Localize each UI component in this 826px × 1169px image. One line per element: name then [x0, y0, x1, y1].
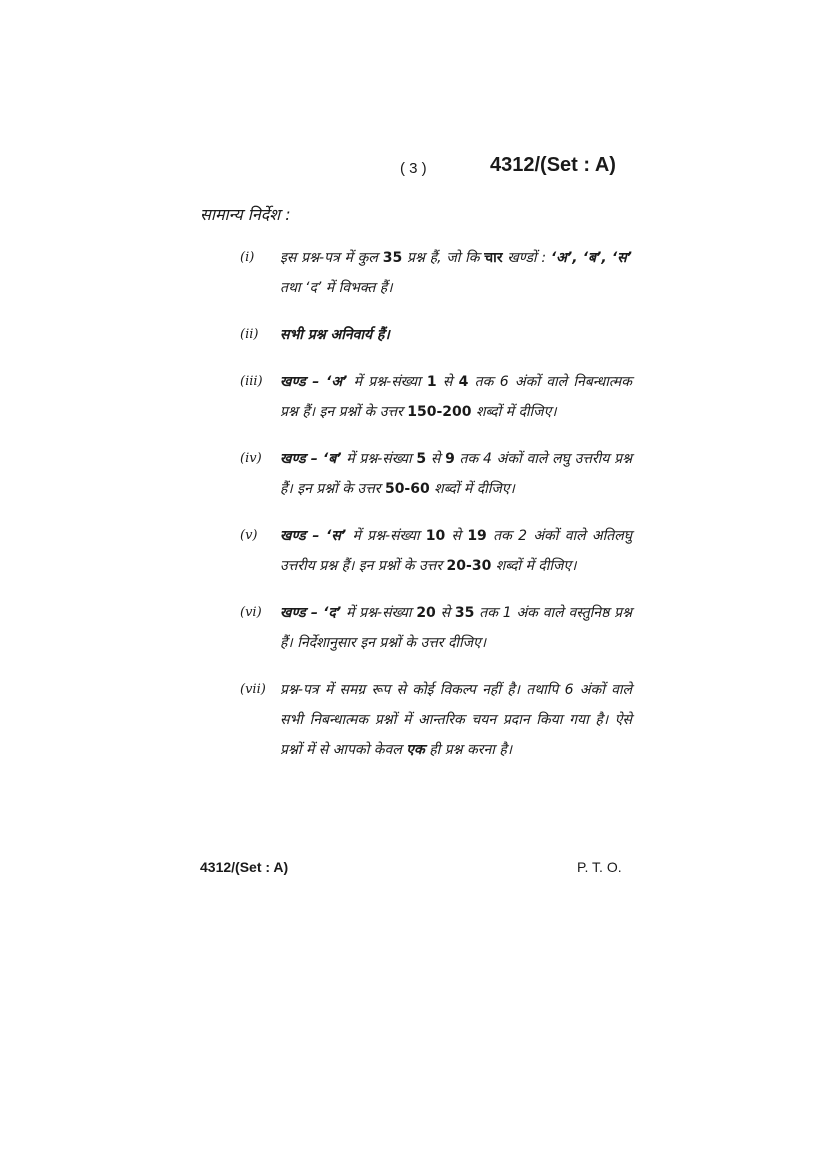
paper-code-header: 4312/(Set : A): [490, 154, 616, 176]
section-title: सामान्य निर्देश :: [200, 205, 291, 224]
item-number: (vi): [240, 605, 262, 620]
item-number: (ii): [240, 327, 259, 342]
item-text: सभी प्रश्न अनिवार्य हैं।: [280, 327, 390, 343]
item-text: इस प्रश्न-पत्र में कुल 35 प्रश्न हैं, जो कि चार खण्डों : ‘अ’, ‘ब’, ‘स’ तथा ‘द’ में विभक्त हैं।: [280, 250, 632, 296]
pto-label: P. T. O.: [577, 859, 622, 875]
instruction-item: [240, 444, 632, 504]
item-text: खण्ड – ‘द’ में प्रश्न-संख्या 20 से 35 तक 1 अंक वाले वस्तुनिष्ठ प्रश्न हैं। निर्देशानुसार इन प्रश्नों के उत्तर दीजिए।: [280, 605, 633, 651]
page-number: ( 3 ): [400, 160, 427, 177]
item-number: (iv): [240, 451, 262, 466]
instruction-item: [240, 243, 632, 303]
item-text: प्रश्न-पत्र में समग्र रूप से कोई विकल्प नहीं है। तथापि 6 अंकों वाले सभी निबन्धात्मक प्रश्नों में आन्तरिक चयन प्रदान किया गया है। ऐसे प्रश्नों में से आपको केवल एक ही प्रश्न करना है।: [280, 682, 632, 758]
item-text: खण्ड – ‘स’ में प्रश्न-संख्या 10 से 19 तक 2 अंकों वाले अतिलघु उत्तरीय प्रश्न हैं। इन प्रश्नों के उत्तर 20-30 शब्दों में दीजिए।: [280, 528, 632, 574]
item-number: (iii): [240, 374, 263, 389]
paper-code-footer: 4312/(Set : A): [200, 859, 289, 875]
instruction-item: [240, 675, 632, 765]
instruction-item: [240, 521, 632, 581]
item-number: (v): [240, 528, 258, 543]
item-number: (vii): [240, 682, 266, 697]
item-text: खण्ड – ‘ब’ में प्रश्न-संख्या 5 से 9 तक 4 अंकों वाले लघु उत्तरीय प्रश्न हैं। इन प्रश्नों के उत्तर 50-60 शब्दों में दीजिए।: [280, 451, 632, 497]
instructions-list: [240, 243, 632, 782]
item-text: खण्ड – ‘अ’ में प्रश्न-संख्या 1 से 4 तक 6 अंकों वाले निबन्धात्मक प्रश्न हैं। इन प्रश्नों के उत्तर 150-200 शब्दों में दीजिए।: [280, 374, 632, 420]
instruction-item: [240, 367, 632, 427]
item-number: (i): [240, 250, 255, 265]
instruction-item: [240, 320, 632, 350]
instruction-item: [240, 598, 632, 658]
